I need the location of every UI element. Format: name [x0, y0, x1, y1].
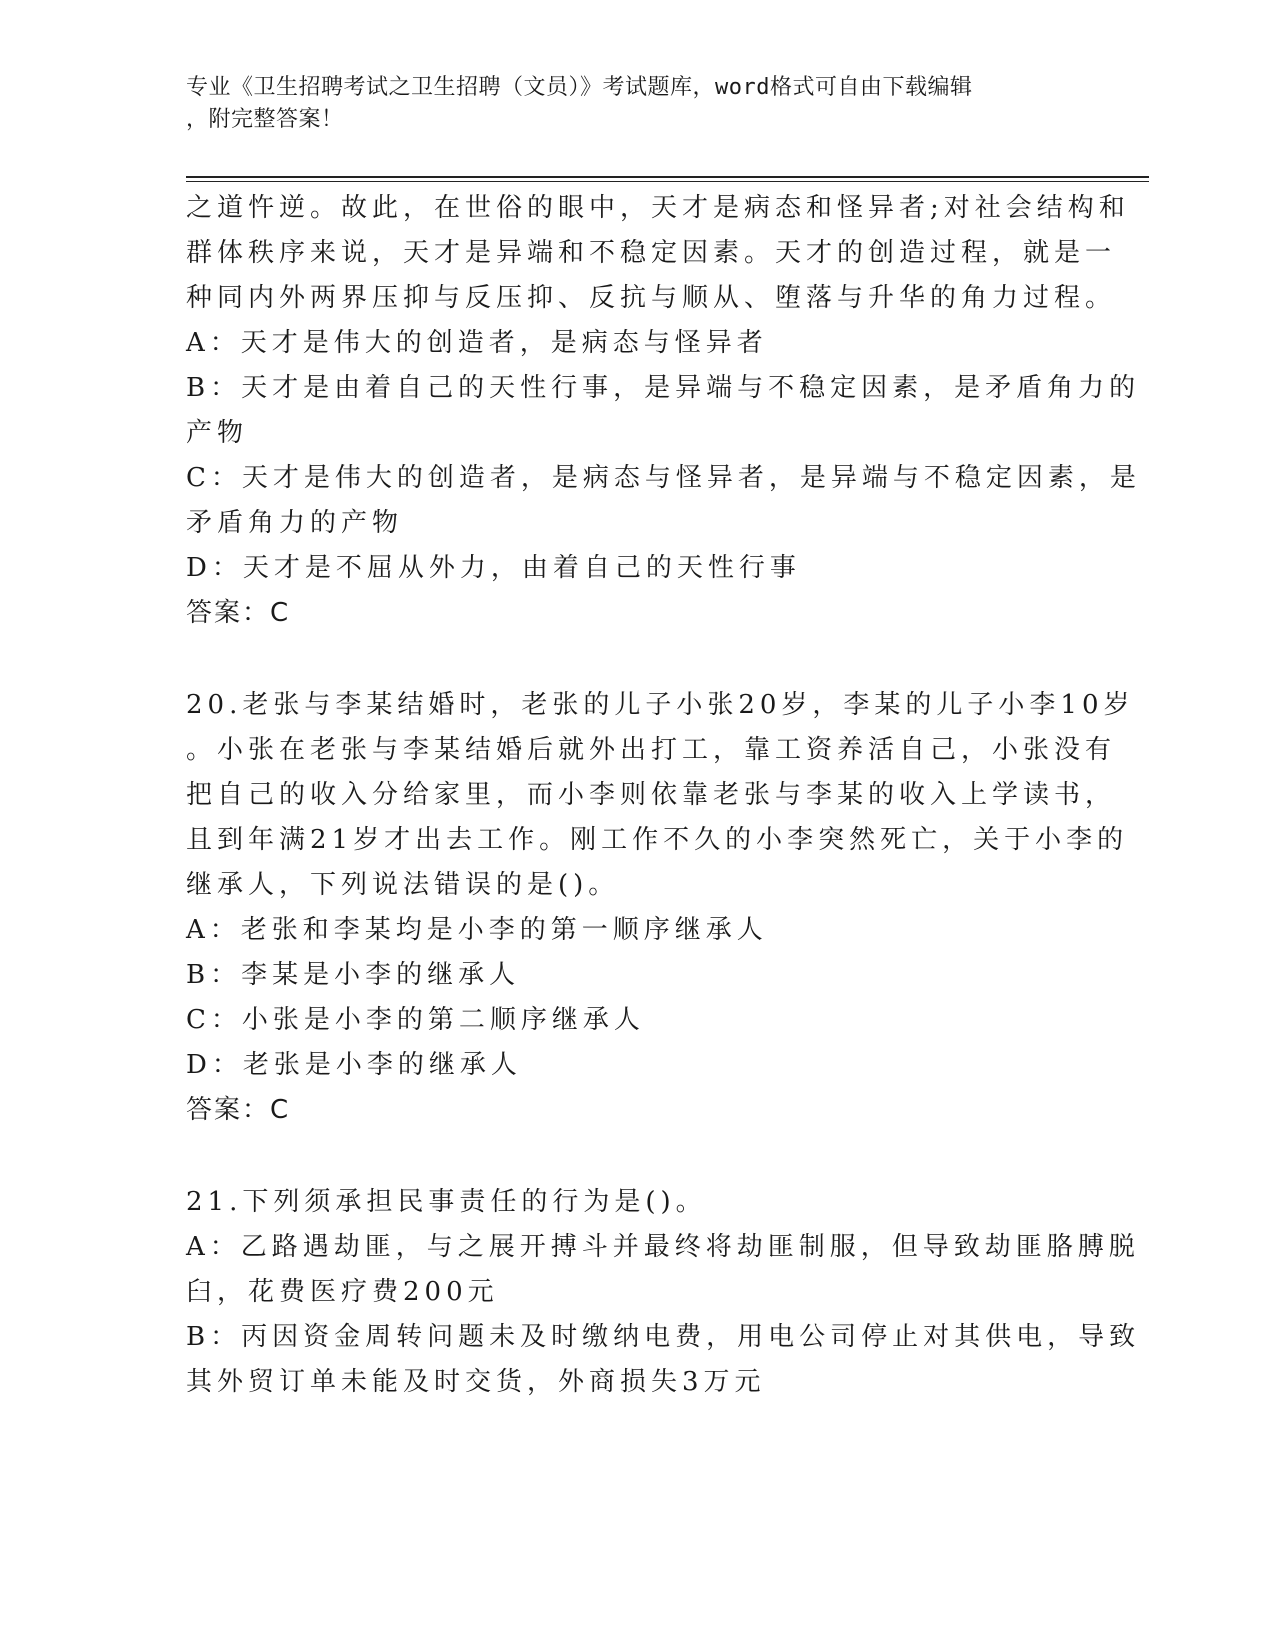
header-title-line-2: ，附完整答案！	[186, 107, 344, 132]
answer-label: 答案：C	[186, 598, 291, 628]
option-c: C：小张是小李的第二顺序继承人	[186, 1005, 645, 1035]
option-a: A：乙路遇劫匪，与之展开搏斗并最终将劫匪制服，但导致劫匪胳膊脱	[186, 1232, 1140, 1262]
question-stem-line: 且到年满21岁才出去工作。刚工作不久的小李突然死亡，关于小李的	[186, 825, 1129, 855]
option-c-continued: 矛盾角力的产物	[186, 508, 404, 538]
option-b: B：李某是小李的继承人	[186, 960, 521, 990]
option-b: B：丙因资金周转问题未及时缴纳电费，用电公司停止对其供电，导致	[186, 1322, 1141, 1352]
option-b: B：天才是由着自己的天性行事，是异端与不稳定因素，是矛盾角力的	[186, 373, 1141, 403]
document-body	[186, 186, 1141, 1405]
option-a: A：老张和李某均是小李的第一顺序继承人	[186, 915, 768, 945]
option-d: D：老张是小李的继承人	[186, 1050, 522, 1080]
question-21	[186, 1180, 1141, 1405]
question-stem-line: 把自己的收入分给家里，而小李则依靠老张与李某的收入上学读书，	[186, 780, 1117, 810]
question-stem-line: 群体秩序来说，天才是异端和不稳定因素。天才的创造过程，就是一	[186, 238, 1117, 268]
option-a-continued: 臼，花费医疗费200元	[186, 1277, 499, 1307]
answer-label: 答案：C	[186, 1095, 291, 1125]
question-19	[186, 186, 1141, 636]
option-d: D：天才是不屈从外力，由着自己的天性行事	[186, 553, 801, 583]
question-stem-line: 继承人，下列说法错误的是()。	[186, 870, 620, 900]
question-stem-line: 种同内外两界压抑与反压抑、反抗与顺从、堕落与升华的角力过程。	[186, 283, 1117, 313]
option-a: A：天才是伟大的创造者，是病态与怪异者	[186, 328, 768, 358]
option-c: C：天才是伟大的创造者，是病态与怪异者，是异端与不稳定因素，是	[186, 463, 1141, 493]
question-stem-line: 。小张在老张与李某结婚后就外出打工，靠工资养活自己，小张没有	[186, 735, 1117, 765]
question-stem-line: 20.老张与李某结婚时，老张的儿子小张20岁，李某的儿子小李10岁	[186, 690, 1135, 720]
question-stem-line: 之道忤逆。故此，在世俗的眼中，天才是病态和怪异者;对社会结构和	[186, 193, 1130, 223]
question-spacer	[186, 636, 1066, 683]
option-b-continued: 其外贸订单未能及时交货，外商损失3万元	[186, 1367, 766, 1397]
page-header	[186, 72, 1086, 136]
option-b-continued: 产物	[186, 418, 249, 448]
question-spacer	[186, 1133, 1066, 1180]
question-20	[186, 683, 1135, 1133]
question-stem-line: 21.下列须承担民事责任的行为是()。	[186, 1187, 707, 1217]
header-title-line-1: 专业《卫生招聘考试之卫生招聘（文员）》考试题库，word格式可自由下载编辑	[186, 75, 973, 100]
header-divider	[186, 176, 1149, 182]
